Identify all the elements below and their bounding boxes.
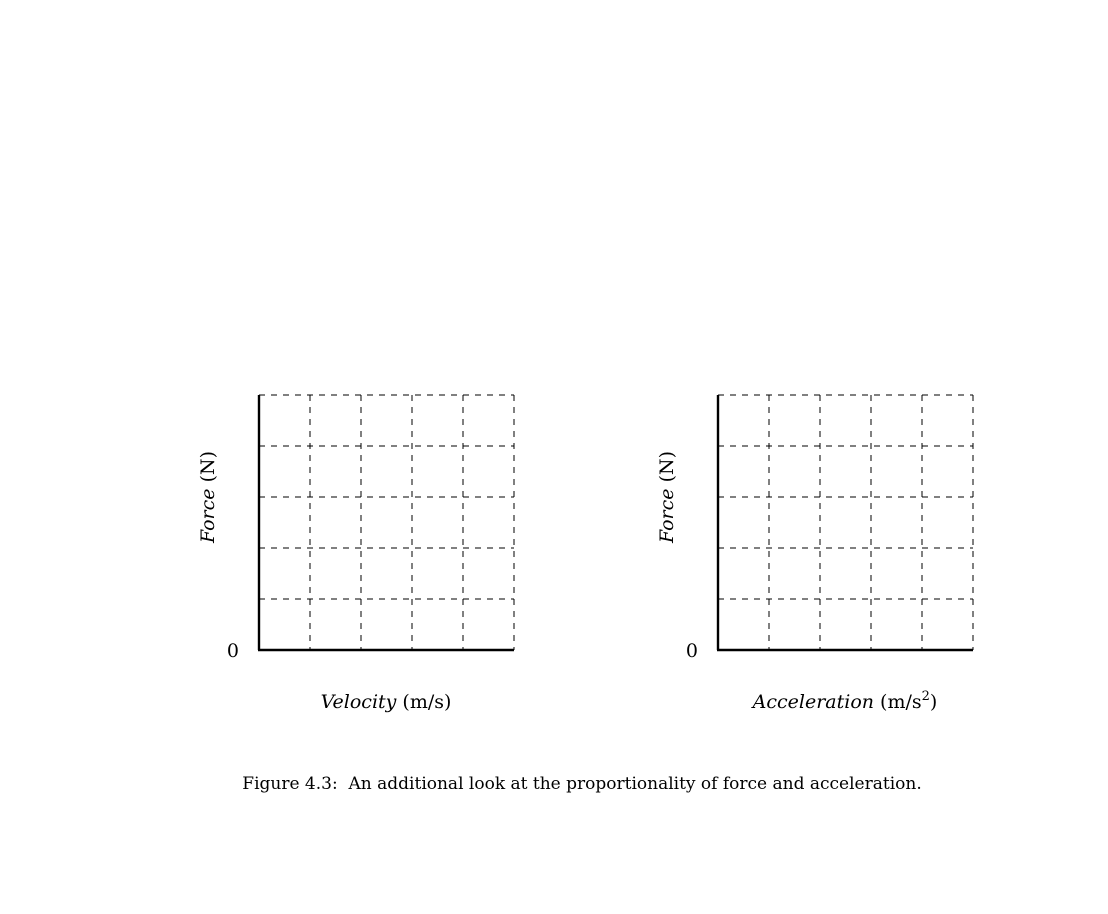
acceleration-chart-y-zero-tick: 0 [685,640,698,662]
velocity-chart-y-label-italic: Force [197,488,219,544]
figure-caption [28,774,1108,794]
velocity-chart [197,395,514,713]
figure-caption-text: An additional look at the proportionality of force and acceleration. [348,774,922,794]
acceleration-chart-x-label-unit-after: ) [929,691,938,713]
velocity-chart-y-label [197,451,219,544]
velocity-chart-x-label-italic: Velocity [320,691,397,713]
velocity-chart-x-label-unit: (m/s) [396,691,452,713]
acceleration-chart-x-label-unit-sup: 2 [921,689,930,704]
acceleration-chart-x-label [751,689,938,713]
velocity-chart-x-label [321,691,452,713]
acceleration-chart-grid [718,395,973,650]
figure-caption-label: Figure 4.3: [242,774,338,794]
velocity-chart-y-label-unit: (N) [197,450,219,489]
figure-caption-spacer [338,774,349,794]
acceleration-chart-x-label-italic: Acceleration [752,691,875,713]
acceleration-chart-y-label [656,451,678,544]
acceleration-chart-x-label-unit-before: (m/s [874,691,922,713]
velocity-chart-grid [259,395,514,650]
acceleration-chart [656,395,973,713]
acceleration-chart-y-label-italic: Force [656,488,678,544]
velocity-chart-y-zero-tick: 0 [226,640,239,662]
acceleration-chart-y-label-unit: (N) [656,450,678,489]
